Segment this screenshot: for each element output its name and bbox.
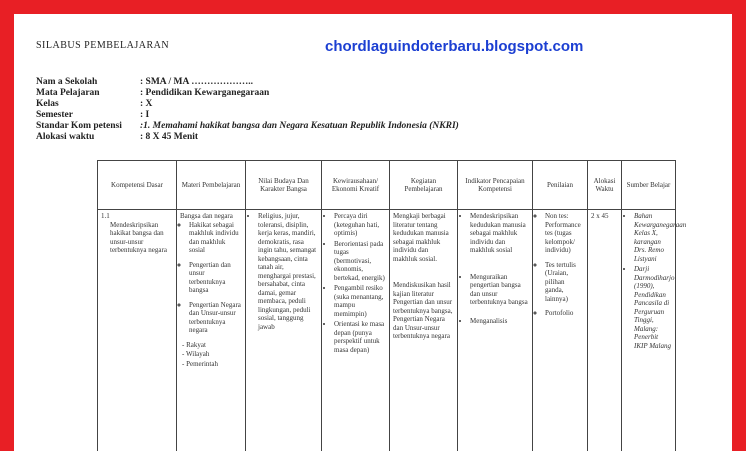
table-header-row	[98, 161, 676, 210]
kewirausahaan-list: • Percaya diri (keteguhan hati, optimis) • Berorientasi pada tugas (bermotivasi, ekonomis, bertekad, energik) • Pengambil resiko (suka menantang, mampu memimpin) • Orientasi ke masa depan (punya perspektif untuk masa depan)	[325, 212, 386, 354]
syllabus-info	[36, 77, 459, 143]
materi-list: ◦ Hakikat sebagai makhluk individu dan makhluk sosial ◦ Pengertian dan unsur terbentuknya bangsa ◦ Pengertian Negara dan Unsur-unsur terbentuknya negara	[180, 221, 242, 335]
header-materi: Materi Pembelajaran	[177, 161, 246, 210]
cell-sumber	[622, 210, 687, 451]
info-row-school: Nam a Sekolah : SMA / MA ………………..	[36, 77, 253, 87]
header-kompetensi: Kompetensi Dasar	[98, 161, 177, 210]
table-row	[98, 210, 676, 451]
penilaian-list: ◦ Non tes: Performance tes (tugas kelompok/ individu) ◦ Tes tertulis (Uraian, pilihan ganda, lainnya) ◦ Portofolio	[536, 212, 584, 318]
cell-nilai	[246, 210, 322, 451]
cell-kegiatan: Mengkaji berbagai literatur tentang kedudukan manusia sebagai makhluk individu dan makhluk sosial. Mendiskusikan hasil kajian literatur Pengertian dan unsur terbentuknya bangsa, Pengertian Negara dan Unsur-unsur terbentuknya negara	[390, 210, 458, 451]
sumber-list: • Bahan Kewarganegaraan Kelas X, karangan Drs. Remo Listyani • Darji Darmodiharjo (1990), Pendidikan Pancasila di Perguruan Tinggi, Malang: Penerbit IKIP Malang	[625, 212, 672, 350]
header-indikator: Indikator Pencapaian Kompetensi	[458, 161, 533, 210]
cell-penilaian	[533, 210, 588, 451]
cell-kewirausahaan	[322, 210, 390, 451]
nilai-list: • Religius, jujur, toleransi, disiplin, kerja keras, mandiri, demokratis, rasa ingin tahu, semangat kebangsaan, cinta tanah air, menghargai prestasi, bersahabat, cinta damai, gemar membaca, peduli lingkungan, peduli sosial, tanggung jawab	[249, 212, 318, 331]
header-kewirausahaan: Kewirausahaan/ Ekonomi Kreatif	[322, 161, 390, 210]
cell-indikator	[458, 210, 533, 451]
header-alokasi: Alokasi Waktu	[588, 161, 622, 210]
info-row-subject: Mata Pelajaran : Pendidikan Kewarganegaraan	[36, 88, 270, 98]
header-kegiatan: Kegiatan Pembelajaran	[390, 161, 458, 210]
info-row-time-allocation: Alokasi waktu : 8 X 45 Menit	[36, 132, 199, 142]
document-page	[14, 14, 732, 451]
document-title: SILABUS PEMBELAJARAN	[36, 40, 170, 51]
info-row-competency-standard: Standar Kom petensi :1. Memahami hakikat bangsa dan Negara Kesatuan Republik Indonesia (NKRI)	[36, 121, 459, 131]
syllabus-table	[97, 160, 687, 451]
header-sumber: Sumber Belajar	[622, 161, 676, 210]
header-penilaian: Penilaian	[533, 161, 588, 210]
materi-sub-list: - Rakyat - Wilayah - Pemerintah	[180, 341, 242, 369]
cell-alokasi: 2 x 45	[588, 210, 622, 451]
header-nilai: Nilai Budaya Dan Karakter Bangsa	[246, 161, 322, 210]
indikator-list: • Mendeskripsikan kedudukan manusia sebagai makhluk individu dan makhluk sosial • Menguraikan pengertian bangsa dan unsur terbentuknya bangsa • Menganalisis	[461, 212, 529, 325]
info-row-class: Kelas : X	[36, 99, 153, 109]
info-row-semester: Semester : I	[36, 110, 150, 120]
cell-materi: Bangsa dan negara ◦ Hakikat sebagai makhluk individu dan makhluk sosial ◦ Pengertian dan unsur terbentuknya bangsa ◦ Pengertian Negara dan Unsur-unsur terbentuknya negara - Rakyat - Wilayah - Pemerintah	[177, 210, 246, 451]
blog-watermark: chordlaguindoterbaru.blogspot.com	[325, 38, 584, 55]
cell-kompetensi: 1.1 Mendeskripsikan hakikat bangsa dan unsur-unsur terbentuknya negara	[98, 210, 177, 451]
